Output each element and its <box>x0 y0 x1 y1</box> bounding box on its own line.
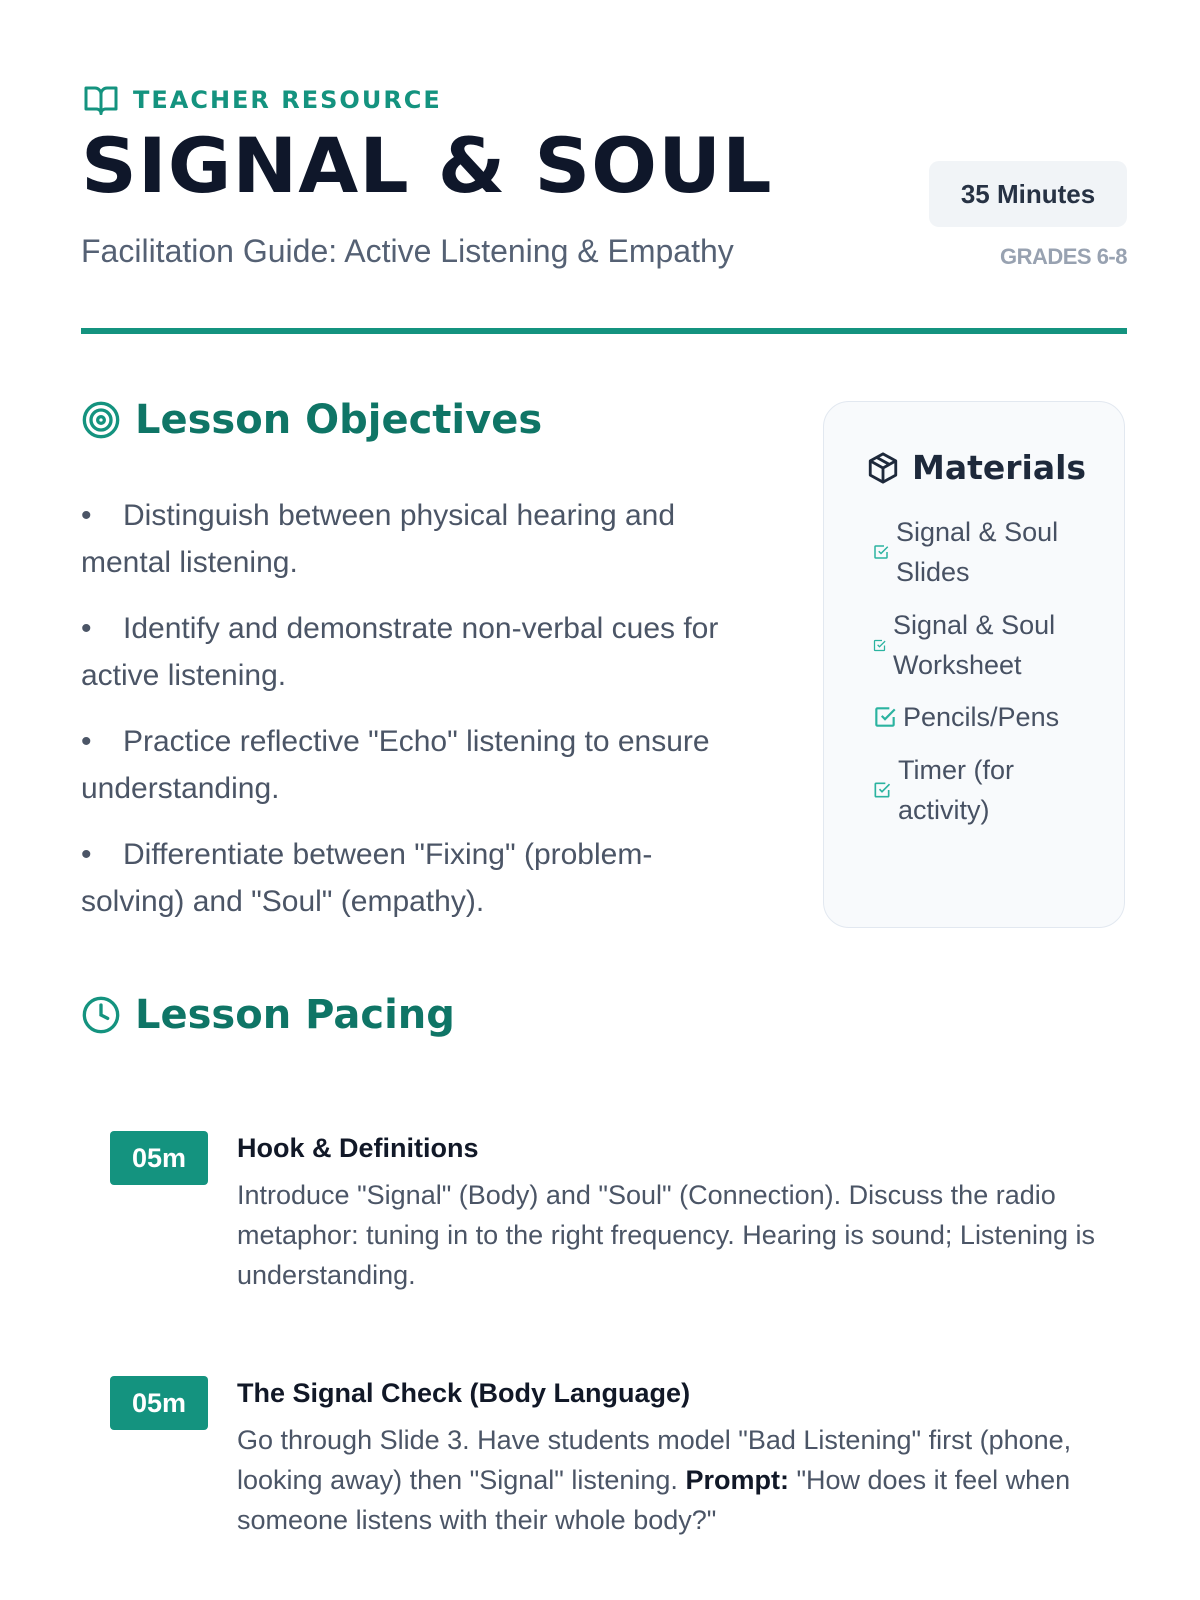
header-divider <box>81 328 1127 334</box>
material-item <box>866 697 1059 737</box>
materials-heading <box>866 448 1086 487</box>
grades-label: GRADES 6-8 <box>999 244 1127 269</box>
pacing-item-title: Hook & Definitions <box>237 1133 479 1163</box>
check-square-icon <box>866 780 898 800</box>
pacing-item-body: Go through Slide 3. Have students model "Bad Listening" first (phone, looking away) then "Signal" listening. Prompt: "How does it feel when someone listens with their whole body?" <box>237 1425 1072 1535</box>
material-label: Timer (for activity) <box>898 755 1014 825</box>
prompt-label: Prompt: <box>685 1465 789 1495</box>
duration-badge: 35 Minutes <box>929 161 1127 227</box>
material-label: Pencils/Pens <box>903 702 1060 732</box>
material-item <box>866 605 1055 685</box>
list-item <box>81 718 741 812</box>
bullet: • <box>81 838 92 871</box>
list-item <box>81 831 741 925</box>
objective-text: Practice reflective "Echo" listening to ensure understanding. <box>81 725 710 805</box>
check-square-icon <box>866 543 896 561</box>
time-badge: 05m <box>110 1131 208 1185</box>
bullet: • <box>81 725 92 758</box>
bullet: • <box>81 499 92 532</box>
check-square-icon <box>866 638 893 653</box>
kicker <box>81 82 442 118</box>
pacing-item-title: The Signal Check (Body Language) <box>237 1378 691 1408</box>
page-subtitle: Facilitation Guide: Active Listening & Empathy <box>81 233 734 269</box>
target-icon <box>81 400 121 440</box>
material-label: Signal & Soul Slides <box>896 517 1059 587</box>
kicker-text: TEACHER RESOURCE <box>133 86 442 114</box>
objectives-list <box>81 492 741 944</box>
list-item <box>81 492 741 586</box>
material-item <box>866 512 1058 592</box>
clock-icon <box>81 995 121 1035</box>
objectives-heading <box>81 397 542 443</box>
materials-title: Materials <box>912 448 1087 487</box>
material-label: Signal & Soul Worksheet <box>893 610 1056 680</box>
package-icon <box>866 451 900 485</box>
page-title: SIGNAL & SOUL <box>81 121 773 210</box>
book-icon <box>81 82 121 118</box>
pacing-item-body: Introduce "Signal" (Body) and "Soul" (Connection). Discuss the radio metaphor: tuning in to the right frequency. Hearing is sound; Listening is understanding. <box>237 1180 1096 1290</box>
objective-text: Identify and demonstrate non-verbal cues for active listening. <box>81 612 719 692</box>
pacing-title: Lesson Pacing <box>135 992 455 1038</box>
pacing-heading <box>81 992 455 1038</box>
time-badge: 05m <box>110 1376 208 1430</box>
objective-text: Differentiate between "Fixing" (problem-solving) and "Soul" (empathy). <box>81 838 653 918</box>
material-item <box>866 750 1014 830</box>
objective-text: Distinguish between physical hearing and mental listening. <box>81 499 676 579</box>
check-square-icon <box>866 704 903 730</box>
objectives-title: Lesson Objectives <box>135 397 543 443</box>
materials-card <box>823 401 1125 928</box>
list-item <box>81 605 741 699</box>
bullet: • <box>81 612 92 645</box>
